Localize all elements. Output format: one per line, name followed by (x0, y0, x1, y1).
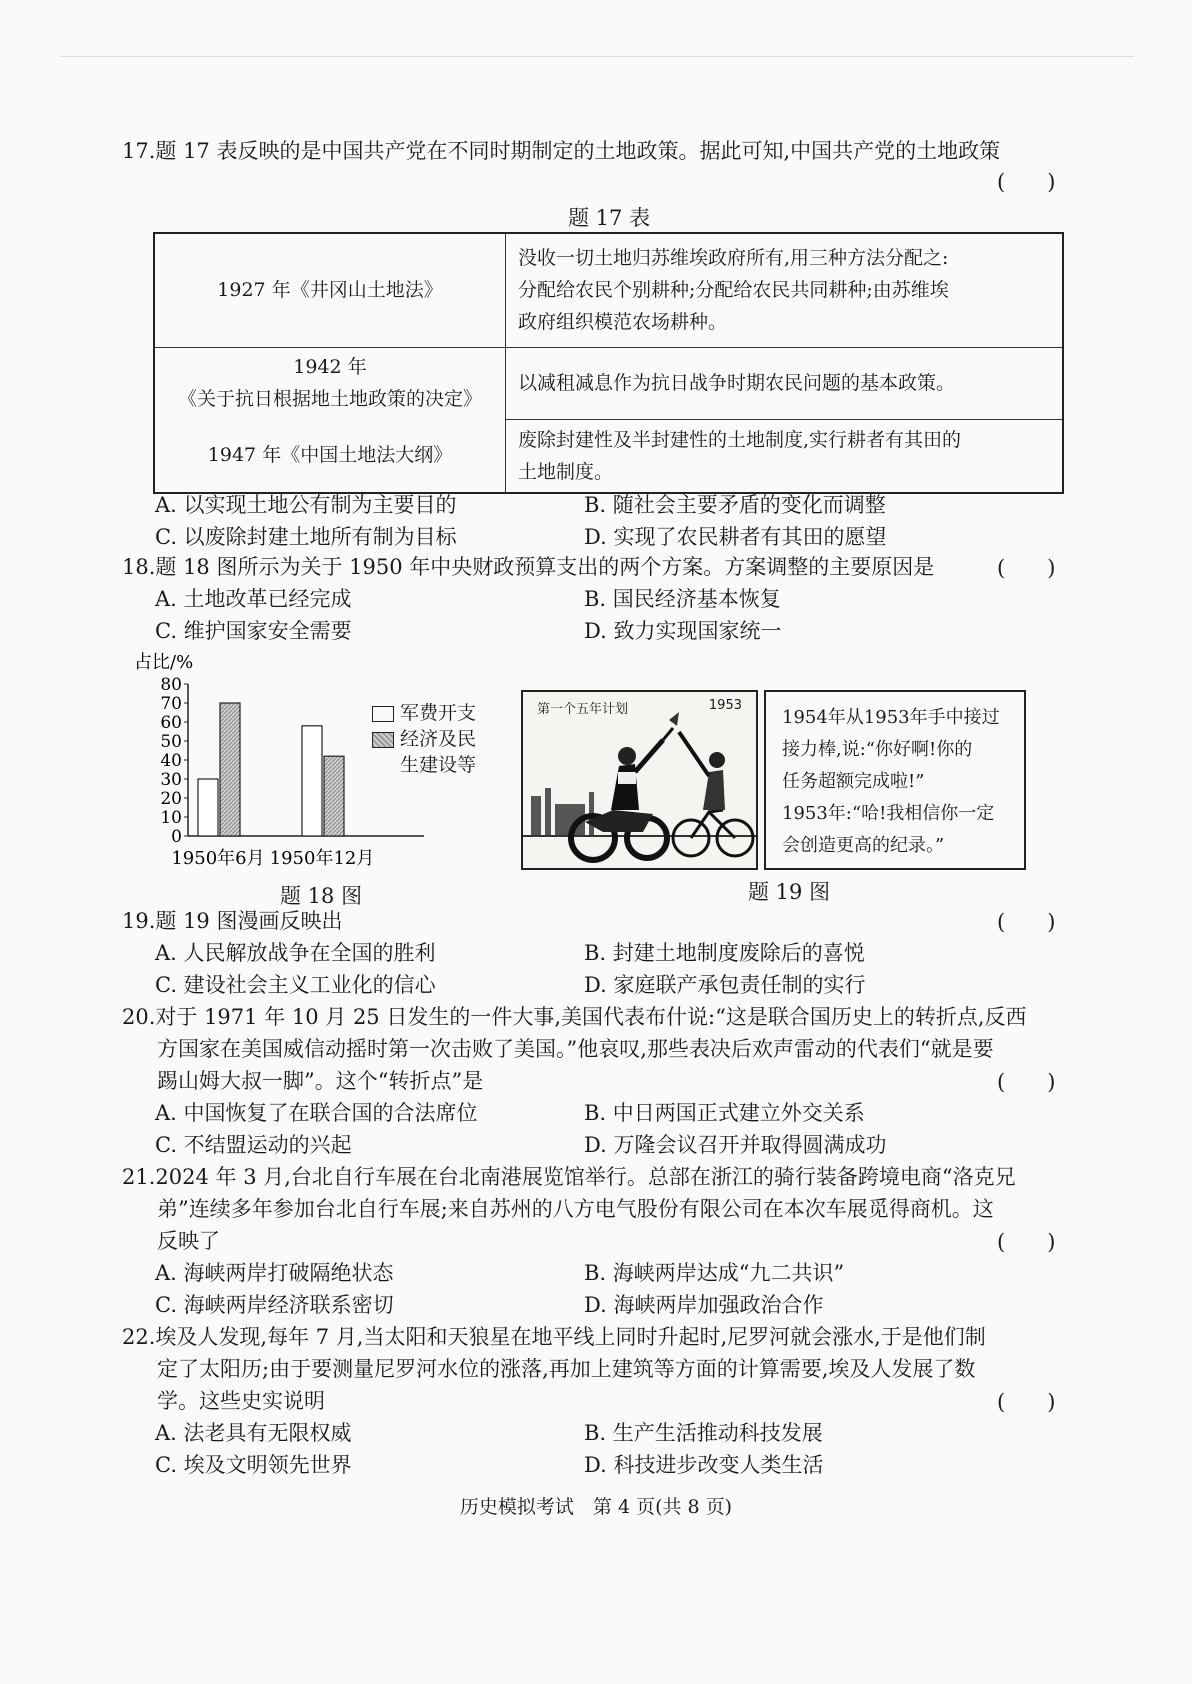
q18-option-b[interactable]: B. 国民经济基本恢复 (584, 587, 781, 611)
q22-option-d[interactable]: D. 科技进步改变人类生活 (584, 1453, 824, 1477)
cartoon-caption: 第一个五年计划 (537, 702, 629, 717)
y-tick-label: 40 (160, 751, 182, 771)
relay-cartoon-icon (523, 692, 756, 868)
legend-item-economy: 经济及民 (372, 726, 498, 752)
q21-option-c[interactable]: C. 海峡两岸经济联系密切 (155, 1293, 394, 1317)
y-tick-label: 30 (160, 770, 182, 790)
q19-option-d[interactable]: D. 家庭联产承包责任制的实行 (584, 973, 866, 997)
q18-answer-paren: ( ) (997, 556, 1056, 580)
q21-stem-line1: 21.2024 年 3 月,台北自行车展在台北南港展览馆举行。总部在浙江的骑行装备跨境电商“洛克兄 (122, 1165, 1016, 1189)
q19-option-b[interactable]: B. 封建土地制度废除后的喜悦 (584, 941, 865, 965)
table-row (154, 347, 1063, 419)
x-tick-label: 1950年12月 (269, 848, 375, 869)
speech-line: 1954年从1953年手中接过 (782, 707, 1000, 728)
y-tick-label: 80 (160, 675, 182, 695)
q17-option-d[interactable]: D. 实现了农民耕者有其田的愿望 (584, 525, 887, 549)
q19-figure-caption: 题 19 图 (748, 880, 831, 904)
speech-line: 1953年:“哈!我相信你一定 (782, 803, 995, 824)
q20-option-b[interactable]: B. 中日两国正式建立外交关系 (584, 1101, 865, 1125)
table-cell: 1947 年《中国土地法大纲》 (154, 419, 506, 493)
y-tick-label: 20 (160, 789, 182, 809)
q22-option-c[interactable]: C. 埃及文明领先世界 (155, 1453, 352, 1477)
q22-option-b[interactable]: B. 生产生活推动科技发展 (584, 1421, 823, 1445)
bar-military-0 (198, 779, 218, 836)
q22-answer-paren: ( ) (997, 1390, 1056, 1414)
q21-option-b[interactable]: B. 海峡两岸达成“九二共识” (584, 1261, 845, 1285)
table-cell: 以减租减息作为抗日战争时期农民问题的基本政策。 (506, 347, 1064, 419)
q19-option-c[interactable]: C. 建设社会主义工业化的信心 (155, 973, 436, 997)
q18-stem: 18.题 18 图所示为关于 1950 年中央财政预算支出的两个方案。方案调整的主要原因是 (122, 555, 935, 579)
y-tick-label: 50 (160, 732, 182, 752)
q21-option-d[interactable]: D. 海峡两岸加强政治合作 (584, 1293, 824, 1317)
q20-stem-line3: 踢山姆大叔一脚”。这个“转折点”是 (157, 1069, 484, 1093)
y-tick-label: 70 (160, 694, 182, 714)
y-tick-label: 10 (160, 808, 182, 828)
q19-cartoon (521, 690, 758, 870)
q21-stem-line3: 反映了 (157, 1229, 220, 1253)
bar-military-1 (302, 726, 322, 836)
q22-option-a[interactable]: A. 法老具有无限权威 (155, 1421, 352, 1445)
q18-figure-caption: 题 18 图 (280, 884, 363, 908)
page-footer: 历史模拟考试 第 4 页(共 8 页) (459, 1496, 733, 1518)
table-row (154, 419, 1063, 493)
q19-answer-paren: ( ) (997, 910, 1056, 934)
legend-item-economy-cont: 生建设等 (400, 754, 477, 776)
q17-option-a[interactable]: A. 以实现土地公有制为主要目的 (155, 493, 457, 517)
q19-stem: 19.题 19 图漫画反映出 (122, 909, 343, 933)
q20-stem-line2: 方国家在美国威信动摇时第一次击败了美国。”他哀叹,那些表决后欢声雷动的代表们“就是要 (157, 1037, 994, 1061)
chart-legend (372, 700, 498, 782)
q22-stem-line1: 22.埃及人发现,每年 7 月,当太阳和天狼星在地平线上同时升起时,尼罗河就会涨水,于是他们制 (122, 1325, 986, 1349)
q17-option-c[interactable]: C. 以废除封建土地所有制为目标 (155, 525, 457, 549)
table-cell: 1942 年 《关于抗日根据地土地政策的决定》 (154, 347, 506, 419)
legend-swatch-hatched-icon (372, 732, 394, 748)
q20-answer-paren: ( ) (997, 1070, 1056, 1094)
table-cell: 没收一切土地归苏维埃政府所有,用三种方法分配之: 分配给农民个别耕种;分配给农民共同耕种;由苏维埃 政府组织模范农场耕种。 (506, 233, 1064, 347)
top-rule (60, 56, 1134, 57)
q21-stem-line2: 弟”连续多年参加台北自行车展;来自苏州的八方电气股份有限公司在本次车展觅得商机。这 (157, 1197, 994, 1221)
legend-swatch-empty-icon (372, 706, 394, 722)
y-tick-label: 0 (171, 827, 182, 847)
cartoon-year: 1953 (708, 698, 742, 713)
q22-stem-line2: 定了太阳历;由于要测量尼罗河水位的涨落,再加上建筑等方面的计算需要,埃及人发展了数 (157, 1357, 976, 1381)
q18-option-a[interactable]: A. 土地改革已经完成 (155, 587, 352, 611)
q20-option-a[interactable]: A. 中国恢复了在联合国的合法席位 (155, 1101, 478, 1125)
q18-option-c[interactable]: C. 维护国家安全需要 (155, 619, 352, 643)
q21-option-a[interactable]: A. 海峡两岸打破隔绝状态 (155, 1261, 394, 1285)
table-cell: 废除封建性及半封建性的土地制度,实行耕者有其田的 土地制度。 (506, 419, 1064, 493)
q17-table-title: 题 17 表 (568, 206, 651, 230)
bar-economy-1 (324, 756, 344, 836)
q20-stem-line1: 20.对于 1971 年 10 月 25 日发生的一件大事,美国代表布什说:“这是联合国历史上的转折点,反西 (122, 1005, 1027, 1029)
q17-answer-paren: ( ) (997, 170, 1056, 194)
table-row (154, 233, 1063, 347)
speech-line: 任务超额完成啦!” (782, 771, 925, 792)
bar-economy-0 (220, 703, 240, 836)
q22-stem-line3: 学。这些史实说明 (157, 1389, 325, 1413)
q19-speech-box (764, 690, 1026, 870)
x-tick-label: 1950年6月 (171, 848, 265, 869)
q17-table (153, 232, 1064, 494)
y-axis-label: 占比/% (134, 652, 194, 673)
legend-item-military: 军费开支 (372, 700, 498, 726)
q19-option-a[interactable]: A. 人民解放战争在全国的胜利 (155, 941, 436, 965)
q18-option-d[interactable]: D. 致力实现国家统一 (584, 619, 782, 643)
q21-answer-paren: ( ) (997, 1230, 1056, 1254)
speech-line: 接力棒,说:“你好啊!你的 (782, 739, 973, 760)
q20-option-d[interactable]: D. 万隆会议召开并取得圆满成功 (584, 1133, 887, 1157)
q17-stem: 17.题 17 表反映的是中国共产党在不同时期制定的土地政策。据此可知,中国共产党的土地政策 (122, 139, 1001, 163)
y-tick-label: 60 (160, 713, 182, 733)
table-cell: 1927 年《井冈山土地法》 (154, 233, 506, 347)
speech-line: 会创造更高的纪录。” (782, 835, 945, 856)
q20-option-c[interactable]: C. 不结盟运动的兴起 (155, 1133, 352, 1157)
q17-option-b[interactable]: B. 随社会主要矛盾的变化而调整 (584, 493, 886, 517)
